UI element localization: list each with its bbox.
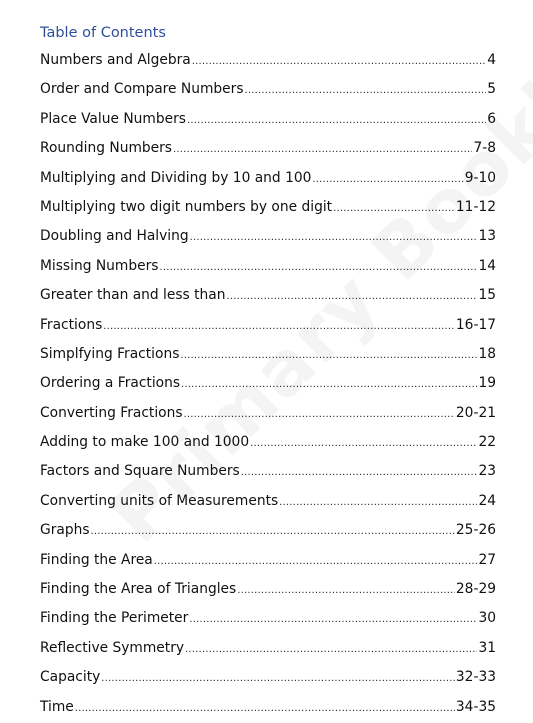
toc-entry-page-number: 25-26	[455, 522, 496, 539]
toc-entry-label: Reflective Symmetry	[40, 639, 185, 656]
toc-entry-label: Missing Numbers	[40, 257, 159, 274]
toc-entry[interactable]	[40, 487, 496, 516]
toc-entry-page-number: 9-10	[464, 169, 496, 186]
toc-entry-label: Ordering a Fractions	[40, 375, 181, 392]
toc-entry[interactable]	[40, 399, 496, 428]
dot-leader	[250, 429, 477, 458]
toc-entry[interactable]	[40, 281, 496, 310]
dot-leader	[101, 664, 455, 693]
toc-entry[interactable]	[40, 252, 496, 281]
toc-entry[interactable]	[40, 457, 496, 486]
dot-leader	[245, 76, 487, 105]
toc-entry[interactable]	[40, 164, 496, 193]
toc-entry[interactable]	[40, 428, 496, 457]
toc-entry[interactable]	[40, 193, 496, 222]
toc-entry-label: Adding to make 100 and 1000	[40, 434, 250, 451]
toc-entry[interactable]	[40, 222, 496, 251]
toc-entry-label: Finding the Perimeter	[40, 610, 189, 627]
toc-entry[interactable]	[40, 75, 496, 104]
toc-entry-page-number: 24	[478, 492, 496, 509]
dot-leader	[190, 223, 478, 252]
dot-leader	[184, 400, 455, 429]
toc-entry-page-number: 27	[478, 551, 496, 568]
toc-entry-label: Finding the Area of Triangles	[40, 581, 237, 598]
dot-leader	[91, 517, 455, 546]
toc-entry[interactable]	[40, 693, 496, 722]
toc-entry[interactable]	[40, 634, 496, 663]
dot-leader	[159, 253, 477, 282]
dot-leader	[173, 135, 472, 164]
toc-entry[interactable]	[40, 663, 496, 692]
toc-entry-page-number: 6	[487, 110, 496, 127]
toc-entry-page-number: 18	[478, 345, 496, 362]
toc-entry[interactable]	[40, 369, 496, 398]
toc-entry[interactable]	[40, 134, 496, 163]
toc-entry-label: Converting Fractions	[40, 404, 183, 421]
toc-entry-label: Rounding Numbers	[40, 140, 172, 157]
toc-entry[interactable]	[40, 575, 496, 604]
toc-entry-page-number: 31	[478, 639, 496, 656]
dot-leader	[187, 106, 486, 135]
toc-entry-label: Finding the Area	[40, 551, 153, 568]
toc-entry-label: Graphs	[40, 522, 90, 539]
toc-entry-page-number: 4	[487, 52, 496, 68]
toc-entry-page-number: 30	[478, 610, 496, 627]
toc-entry-label: Multiplying and Dividing by 10 and 100	[40, 169, 312, 186]
toc-entry[interactable]	[40, 516, 496, 545]
toc-entry-page-number: 11-12	[455, 198, 496, 215]
toc-entry[interactable]	[40, 46, 496, 75]
dot-leader	[241, 458, 478, 487]
dot-leader	[75, 694, 455, 723]
dot-leader	[226, 282, 477, 311]
toc-list	[40, 46, 496, 722]
toc-entry-page-number: 13	[478, 228, 496, 245]
toc-entry-page-number: 32-33	[455, 669, 496, 686]
dot-leader	[192, 47, 486, 76]
toc-entry[interactable]	[40, 105, 496, 134]
toc-entry-page-number: 22	[478, 434, 496, 451]
toc-entry-label: Simplfying Fractions	[40, 345, 180, 362]
toc-entry-label: Place Value Numbers	[40, 110, 186, 127]
dot-leader	[180, 341, 477, 370]
dot-leader	[154, 547, 478, 576]
toc-entry-page-number: 20-21	[455, 404, 496, 421]
toc-entry-page-number: 7-8	[473, 140, 496, 157]
toc-entry[interactable]	[40, 604, 496, 633]
toc-entry-page-number: 16-17	[455, 316, 496, 333]
toc-entry-page-number: 14	[478, 257, 496, 274]
dot-leader	[312, 165, 463, 194]
dot-leader	[103, 312, 455, 341]
toc-entry-label: Time	[40, 698, 74, 715]
toc-entry-label: Order and Compare Numbers	[40, 81, 244, 98]
toc-entry-page-number: 34-35	[455, 698, 496, 715]
toc-entry-label: Fractions	[40, 316, 103, 333]
toc-entry-page-number: 19	[478, 375, 496, 392]
toc-entry-label: Factors and Square Numbers	[40, 463, 240, 480]
dot-leader	[185, 635, 477, 664]
toc-entry-page-number: 15	[478, 287, 496, 304]
toc-entry-page-number: 28-29	[455, 581, 496, 598]
toc-entry[interactable]	[40, 311, 496, 340]
dot-leader	[189, 605, 477, 634]
toc-entry[interactable]	[40, 546, 496, 575]
toc-entry[interactable]	[40, 340, 496, 369]
toc-entry-label: Converting units of Measurements	[40, 492, 279, 509]
toc-entry-label: Greater than and less than	[40, 287, 226, 304]
dot-leader	[333, 194, 455, 223]
toc-entry-label: Multiplying two digit numbers by one digit	[40, 198, 333, 215]
toc-entry-label: Capacity	[40, 669, 101, 686]
toc-entry-page-number: 5	[487, 81, 496, 98]
toc-entry-label: Doubling and Halving	[40, 228, 189, 245]
dot-leader	[181, 370, 477, 399]
toc-entry-page-number: 23	[478, 463, 496, 480]
dot-leader	[279, 488, 477, 517]
toc-entry-label: Numbers and Algebra	[40, 52, 191, 68]
toc-title: Table of Contents	[40, 25, 166, 41]
dot-leader	[237, 576, 455, 605]
